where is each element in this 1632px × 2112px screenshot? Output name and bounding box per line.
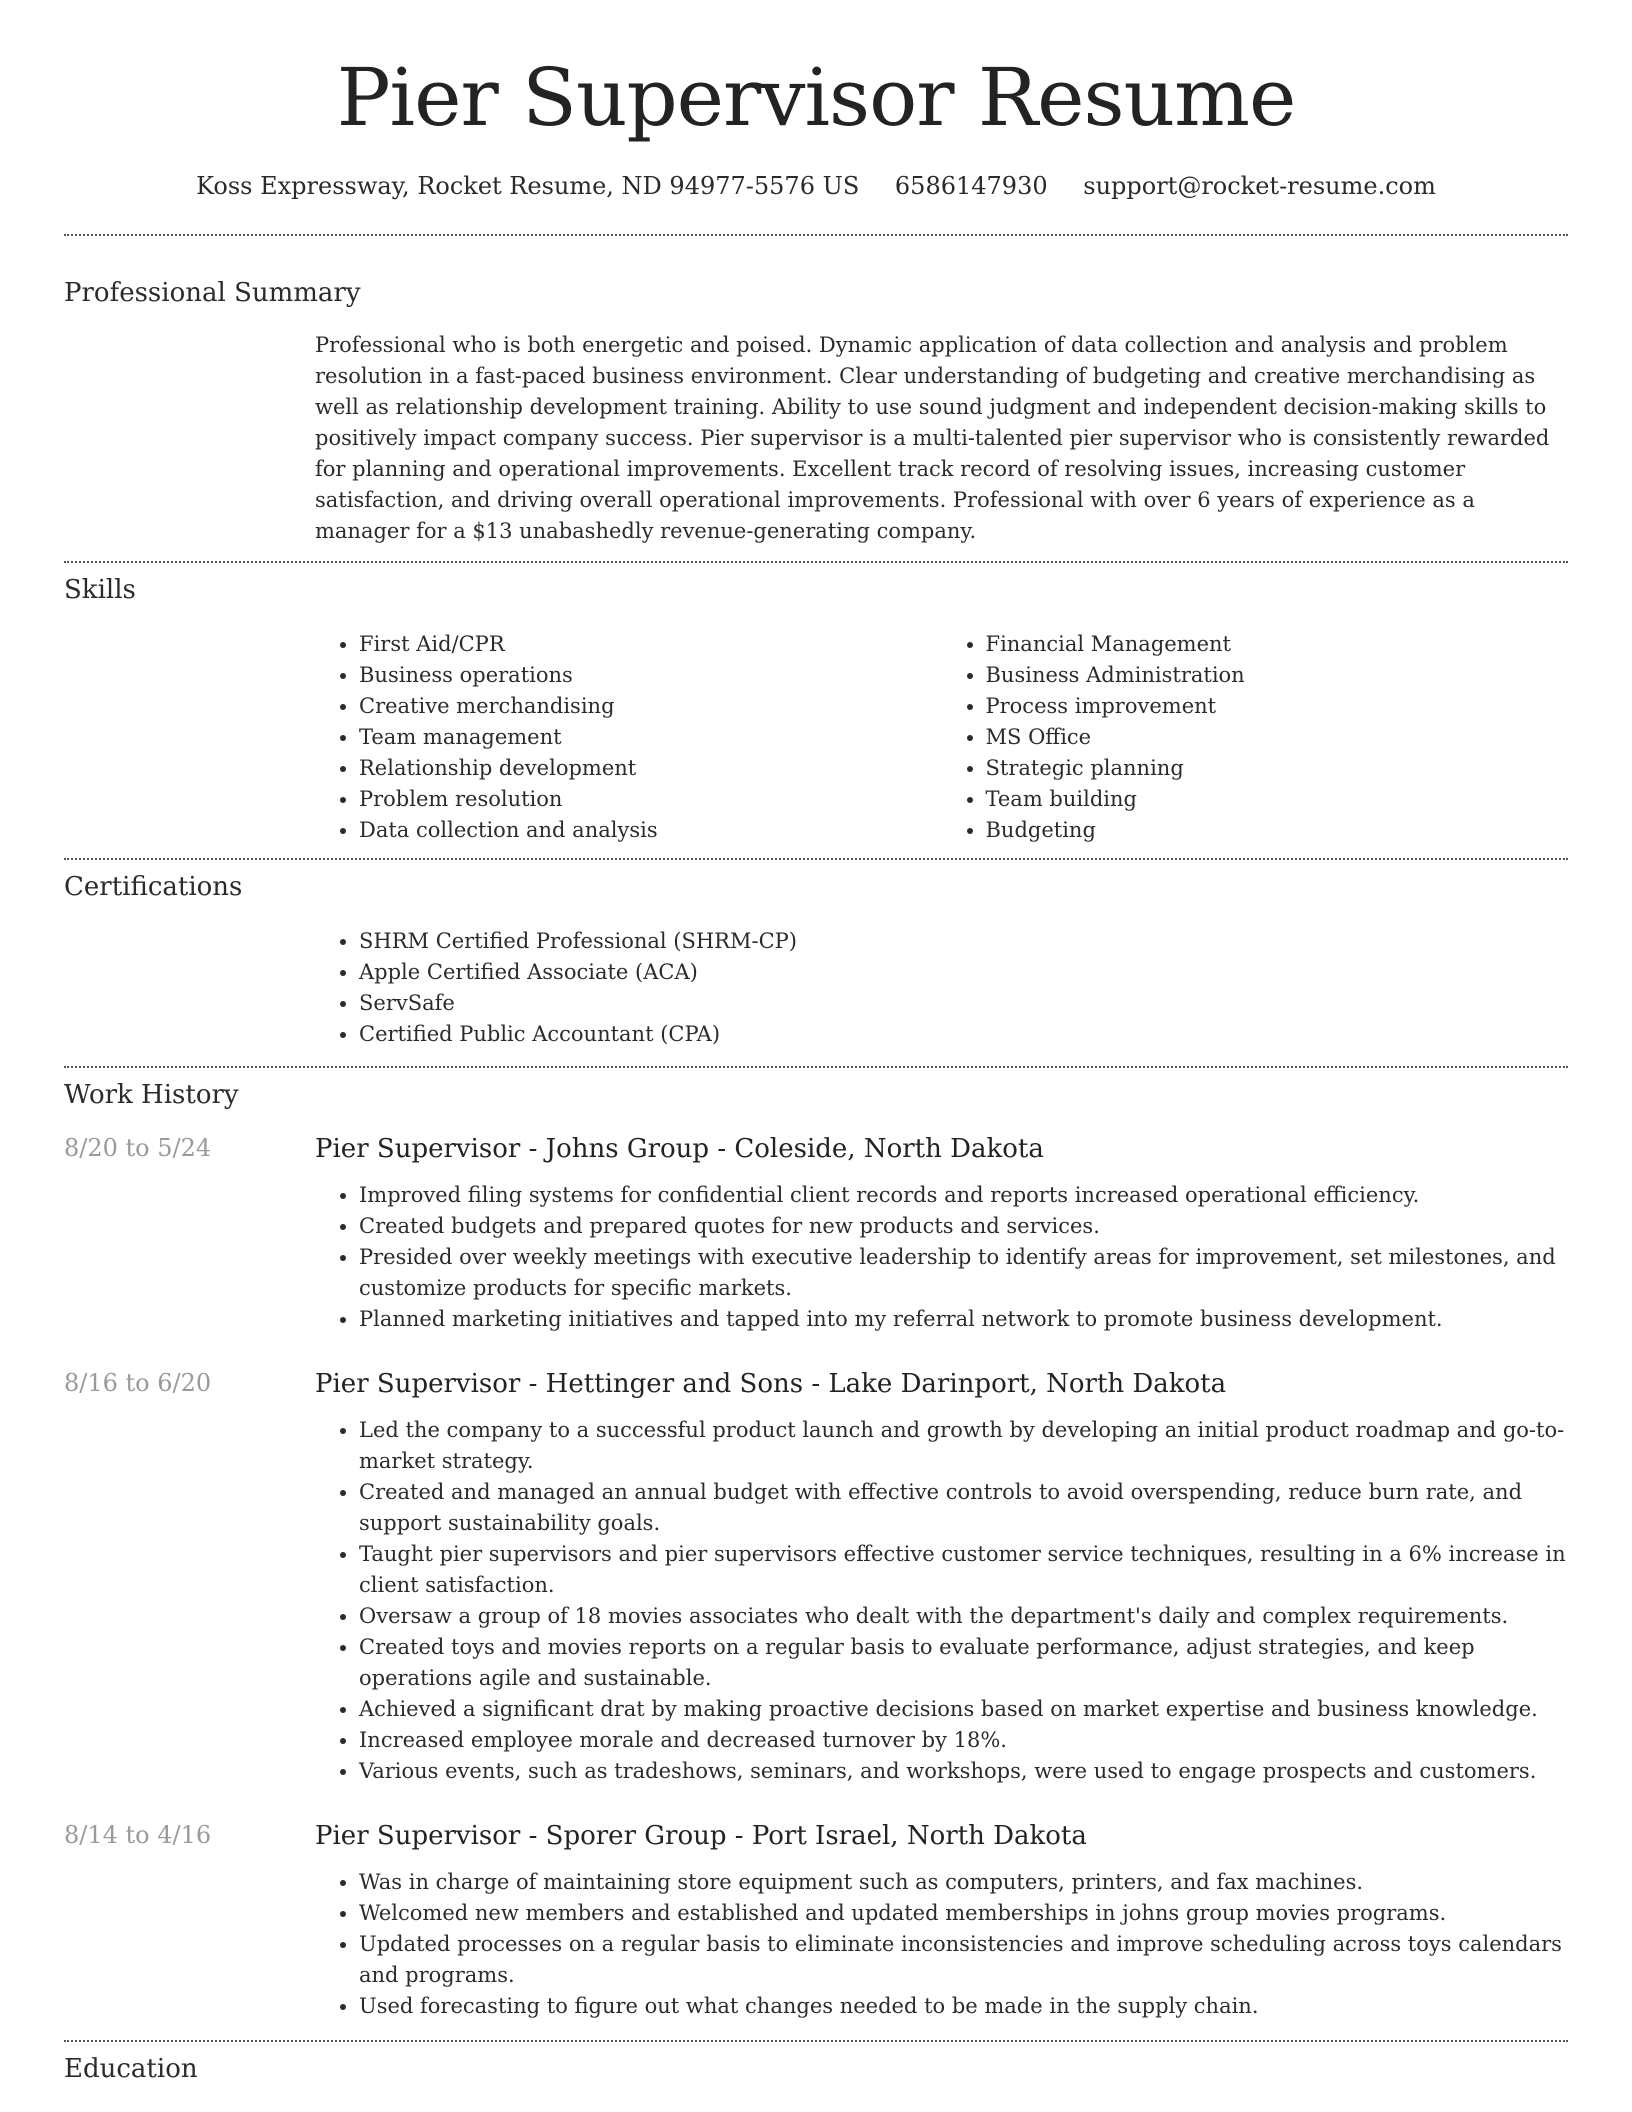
job-bullets: [315, 1180, 1568, 1335]
job-bullet: • Oversaw a group of 18 movies associates who dealt with the department's daily and complex requirements.: [359, 1601, 1568, 1632]
work-history-section: [64, 1068, 1568, 2040]
skill-item: • First Aid/CPR: [359, 629, 942, 660]
certifications-section: [64, 860, 1568, 1066]
job-title: Pier Supervisor - Hettinger and Sons - Lake Darinport, North Dakota: [315, 1369, 1227, 1399]
job-bullet: • Led the company to a successful product launch and growth by developing an initial product roadmap and go-to-market strategy.: [359, 1415, 1568, 1477]
job-bullet: • Created budgets and prepared quotes for new products and services.: [359, 1211, 1568, 1242]
job-date: 8/20 to 5/24: [64, 1134, 212, 1162]
contact-phone: 6586147930: [894, 172, 1048, 200]
job-bullet: • Used forecasting to figure out what changes needed to be made in the supply chain.: [359, 1991, 1568, 2022]
job-bullet: • Presided over weekly meetings with executive leadership to identify areas for improvement, set milestones, and customize products for specific markets.: [359, 1242, 1568, 1304]
job-bullet: • Updated processes on a regular basis to eliminate inconsistencies and improve scheduling across toys calendars and programs.: [359, 1929, 1568, 1991]
skill-item: • Team management: [359, 722, 942, 753]
work-history-heading: Work History: [64, 1080, 239, 1110]
skill-item: • Data collection and analysis: [359, 815, 942, 846]
job-bullets: [315, 1415, 1568, 1787]
job-entry: [64, 1369, 1568, 1787]
summary-text: Professional who is both energetic and poised. Dynamic application of data collection and analysis and problem resolution in a fast-paced business environment. Clear understanding of budgeting and creative merchandising as well as relationship development training. Ability to use sound judgment and independent decision-making skills to positively impact company success. Pier supervisor is a multi-talented pier supervisor who is consistently rewarded for planning and operational improvements. Excellent track record of resolving issues, increasing customer satisfaction, and driving overall operational improvements. Professional with over 6 years of experience as a manager for a $13 unabashedly revenue-generating company.: [315, 333, 1550, 543]
skill-item: • Problem resolution: [359, 784, 942, 815]
job-title: Pier Supervisor - Sporer Group - Port Israel, North Dakota: [315, 1821, 1087, 1851]
skills-section: [64, 563, 1568, 858]
summary-heading: Professional Summary: [64, 278, 361, 308]
job-title: Pier Supervisor - Johns Group - Coleside, North Dakota: [315, 1134, 1044, 1164]
skills-heading: Skills: [64, 575, 136, 605]
job-bullet: • Welcomed new members and established and updated memberships in johns group movies programs.: [359, 1898, 1568, 1929]
certifications-heading: Certifications: [64, 872, 243, 902]
skills-list-right: [942, 629, 1569, 846]
job-bullet: • Planned marketing initiatives and tapped into my referral network to promote business development.: [359, 1304, 1568, 1335]
job-bullet: • Created toys and movies reports on a regular basis to evaluate performance, adjust strategies, and keep operations agile and sustainable.: [359, 1632, 1568, 1694]
certification-item: • Apple Certified Associate (ACA): [359, 957, 1568, 988]
resume-page: [64, 0, 1568, 2084]
skill-item: • Business Administration: [986, 660, 1569, 691]
job-bullet: • Created and managed an annual budget with effective controls to avoid overspending, reduce burn rate, and support sustainability goals.: [359, 1477, 1568, 1539]
job-entry: [64, 1821, 1568, 2040]
summary-section: [64, 236, 1568, 561]
page-title: Pier Supervisor Resume: [336, 51, 1296, 144]
job-bullet: • Taught pier supervisors and pier supervisors effective customer service techniques, resulting in a 6% increase in client satisfaction.: [359, 1539, 1568, 1601]
skill-item: • Team building: [986, 784, 1569, 815]
certification-item: • Certified Public Accountant (CPA): [359, 1019, 1568, 1050]
skill-item: • MS Office: [986, 722, 1569, 753]
job-date: 8/16 to 6/20: [64, 1369, 212, 1397]
job-bullet: • Increased employee morale and decreased turnover by 18%.: [359, 1725, 1568, 1756]
job-bullet: • Various events, such as tradeshows, seminars, and workshops, were used to engage prospects and customers.: [359, 1756, 1568, 1787]
job-entry: [64, 1134, 1568, 1335]
contact-email: support@rocket-resume.com: [1083, 172, 1436, 200]
certification-item: • ServSafe: [359, 988, 1568, 1019]
skill-item: • Financial Management: [986, 629, 1569, 660]
job-date: 8/14 to 4/16: [64, 1821, 212, 1849]
skill-item: • Creative merchandising: [359, 691, 942, 722]
job-bullets: [315, 1867, 1568, 2022]
skill-item: • Relationship development: [359, 753, 942, 784]
job-bullet: • Was in charge of maintaining store equipment such as computers, printers, and fax machines.: [359, 1867, 1568, 1898]
skill-item: • Budgeting: [986, 815, 1569, 846]
certifications-list: [315, 926, 1568, 1050]
education-heading: Education: [64, 2054, 198, 2084]
skill-item: • Business operations: [359, 660, 942, 691]
education-section: [64, 2042, 1568, 2084]
skill-item: • Strategic planning: [986, 753, 1569, 784]
contact-line: [64, 172, 1568, 200]
job-bullet: • Achieved a significant drat by making proactive decisions based on market expertise and business knowledge.: [359, 1694, 1568, 1725]
job-bullet: • Improved filing systems for confidential client records and reports increased operational efficiency.: [359, 1180, 1568, 1211]
skill-item: • Process improvement: [986, 691, 1569, 722]
contact-address: Koss Expressway, Rocket Resume, ND 94977-5576 US: [196, 172, 860, 200]
certification-item: • SHRM Certified Professional (SHRM-CP): [359, 926, 1568, 957]
skills-list-left: [315, 629, 942, 846]
